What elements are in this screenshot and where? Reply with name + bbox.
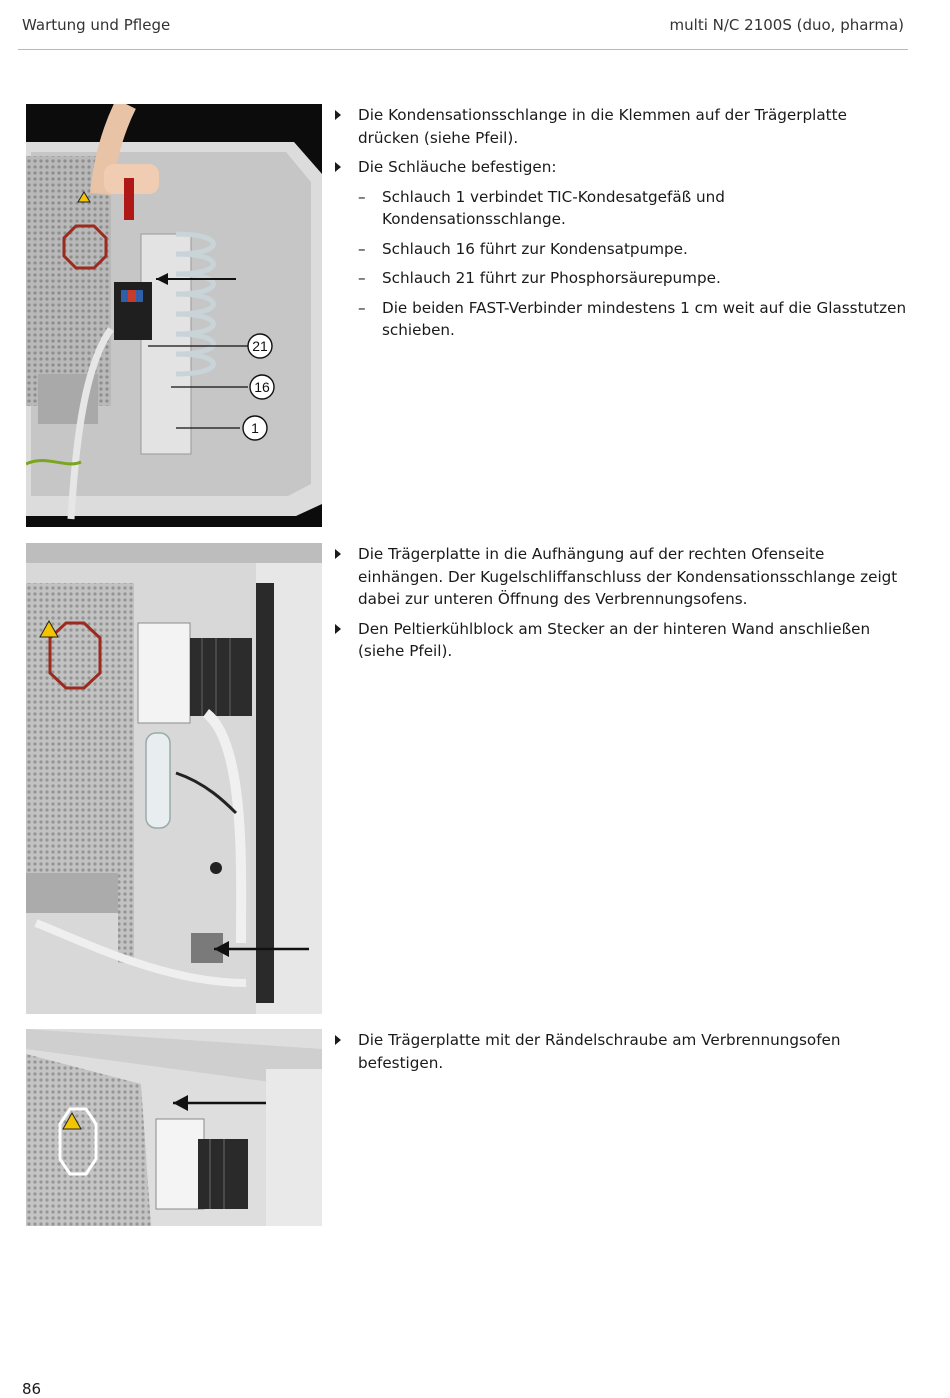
photo-condensation-coil-installation: [26, 104, 322, 527]
step-fasten-knurled-screw: Die Trägerplatte mit der Rändelschraube am Verbrennungsofen befestigen.: [332, 1029, 912, 1074]
subitem-fast-connectors: – Die beiden FAST-Verbinder mindestens 1 cm weit auf die Glasstutzen schieben.: [358, 298, 907, 339]
photo-knurled-screw-fastening: [26, 1029, 322, 1226]
photo3-illustration: [26, 1029, 322, 1226]
step-connect-peltier-block: Den Peltierkühlblock am Stecker an der hinteren Wand anschließen (siehe Pfeil).: [332, 618, 912, 663]
step-hang-carrier-plate: Die Trägerplatte in die Aufhängung auf der rechten Ofenseite einhängen. Der Kugelschliffanschluss der Kondensationsschlange zeigt dabei zur unteren Öffnung des Verbrennungsofens.: [332, 543, 912, 611]
instructions-block-1: [332, 104, 912, 349]
instructions-block-2: [332, 543, 912, 670]
step-triangle-icon: [335, 549, 341, 559]
photo1-illustration: [26, 104, 322, 527]
page-number: 86: [22, 1380, 42, 1398]
instructions-block-3: [332, 1029, 912, 1081]
subitem-hose-21: – Schlauch 21 führt zur Phosphorsäurepumpe.: [358, 269, 721, 287]
subitem-hose-16: – Schlauch 16 führt zur Kondensatpumpe.: [358, 239, 688, 258]
photo-carrier-plate-mounting: [26, 543, 322, 1014]
step-triangle-icon: [335, 1035, 341, 1045]
header-divider: [18, 49, 908, 50]
callout-16: 16: [254, 379, 270, 395]
step-triangle-icon: [335, 624, 341, 634]
step-triangle-icon: [335, 162, 341, 172]
subitem-hose-1: – Schlauch 1 verbindet TIC-Kondesatgefäß und Kondensationsschlange.: [358, 187, 725, 228]
header-section-title: Wartung und Pflege: [22, 16, 171, 34]
step-attach-hoses: Die Schläuche befestigen:: [332, 156, 912, 179]
callout-1: 1: [251, 420, 259, 436]
photo2-illustration: [26, 543, 322, 1014]
step-triangle-icon: [335, 110, 341, 120]
header-product-name: multi N/C 2100S (duo, pharma): [669, 16, 904, 34]
step-press-coil-into-clamps: Die Kondensationsschlange in die Klemmen auf der Trägerplatte drücken (siehe Pfeil).: [332, 104, 912, 149]
callout-21: 21: [252, 338, 268, 354]
